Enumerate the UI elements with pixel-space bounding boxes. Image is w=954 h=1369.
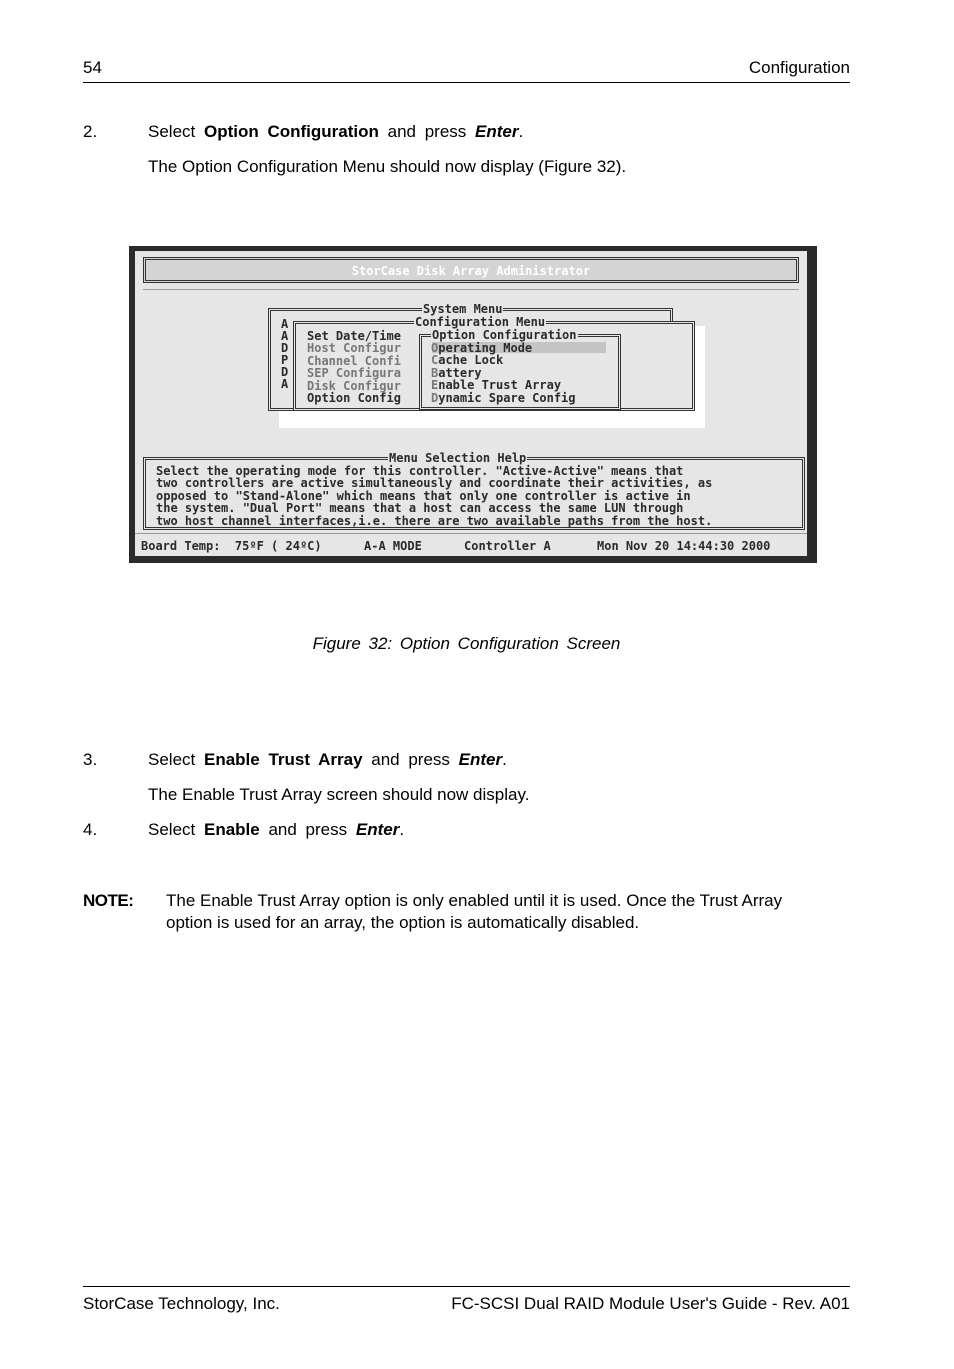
hotkey: E	[431, 378, 439, 393]
step-2-end: .	[518, 122, 524, 141]
step-2-key: Enter	[475, 122, 519, 141]
option-item-label: ynamic Spare Config	[438, 390, 576, 405]
option-item-label: nable Trust Array	[438, 378, 562, 393]
step-4-number: 4.	[83, 820, 98, 839]
config-item-option[interactable]: Option Config	[307, 391, 401, 406]
configuration-menu-label: Configuration Menu	[415, 315, 546, 329]
page-number: 54	[83, 58, 102, 77]
option-item-label: attery	[438, 365, 482, 380]
status-controller: Controller A	[464, 539, 551, 553]
configuration-menu-items	[307, 330, 401, 404]
option-item-label: ache Lock	[438, 353, 504, 368]
config-item-set-date[interactable]: Set Date/Time	[307, 329, 401, 343]
help-line: two controllers are active simultaneously and coordinate their activities, as	[156, 476, 713, 491]
hotkey: B	[431, 365, 439, 380]
status-divider	[135, 533, 807, 534]
step-3-key: Enter	[458, 750, 503, 769]
help-line: the system. "Dual Port" means that a host can access the same LUN through	[156, 501, 684, 516]
step-3-number: 3.	[83, 750, 98, 769]
option-configuration-screenshot	[129, 246, 817, 563]
help-label: Menu Selection Help	[389, 451, 527, 465]
section-title: Configuration	[748, 58, 850, 77]
figure-caption: Figure 32: Option Configuration Screen	[312, 634, 621, 653]
footer-rule	[83, 1286, 850, 1287]
step-4-pre: Select	[148, 820, 196, 839]
step-3-text	[148, 750, 507, 770]
step-4-item: Enable	[203, 820, 260, 839]
app-title: StorCase Disk Array Administrator	[351, 264, 591, 278]
sys-letter[interactable]: A	[281, 329, 289, 343]
help-line: two host channel interfaces,i.e. there are two available paths from the host.	[156, 513, 713, 528]
hotkey: O	[431, 341, 439, 355]
step-4-end: .	[399, 820, 405, 839]
footer-company: StorCase Technology, Inc.	[83, 1294, 280, 1313]
step-4-text	[148, 820, 404, 840]
sys-letter[interactable]: A	[281, 317, 289, 331]
config-item-channel[interactable]: Channel Confi	[307, 353, 401, 368]
help-line: opposed to "Stand-Alone" which means that only one controller is active in	[156, 488, 691, 503]
status-datetime: Mon Nov 20 14:44:30 2000	[597, 539, 771, 553]
hotkey: C	[431, 353, 439, 368]
step-2-mid: and press	[387, 122, 467, 141]
help-line: Select the operating mode for this controller. "Active-Active" means that	[156, 464, 684, 478]
config-item-sep[interactable]: SEP Configura	[307, 366, 401, 381]
status-mode: A-A MODE	[364, 539, 422, 553]
step-4-mid: and press	[268, 820, 348, 839]
option-item-dynamic-spare[interactable]	[431, 391, 576, 405]
title-divider	[143, 289, 799, 290]
step-2-note: The Option Configuration Menu should now display (Figure 32).	[148, 157, 627, 176]
option-menu-items	[431, 342, 576, 404]
footer-guide: FC-SCSI Dual RAID Module User's Guide - Rev. A01	[451, 1294, 850, 1313]
system-menu-letters	[281, 318, 288, 390]
step-4-key: Enter	[355, 820, 400, 839]
step-3-pre: Select	[148, 750, 196, 769]
sys-letter[interactable]: A	[281, 377, 289, 391]
note-line-1: The Enable Trust Array option is only enabled until it is used. Once the Trust Array	[166, 891, 783, 910]
sys-letter[interactable]: D	[281, 365, 289, 379]
status-board-temp: Board Temp: 75ºF ( 24ºC)	[141, 539, 322, 553]
step-2-item: Option Configuration	[203, 122, 379, 141]
step-3-mid: and press	[371, 750, 450, 769]
sys-letter[interactable]: D	[281, 341, 289, 355]
system-menu-label: System Menu	[423, 302, 503, 316]
hotkey: D	[431, 390, 439, 405]
step-3-note: The Enable Trust Array screen should now display.	[148, 785, 530, 804]
step-2-number: 2.	[83, 122, 98, 141]
step-2-text	[148, 122, 523, 142]
help-text	[156, 465, 712, 527]
step-2-pre: Select	[148, 122, 196, 141]
terminal-screen	[135, 251, 807, 556]
note-label: NOTE:	[83, 891, 134, 910]
header-rule	[83, 82, 850, 83]
note-line-2: option is used for an array, the option is automatically disabled.	[166, 913, 640, 932]
option-configuration-label: Option Configuration	[432, 328, 577, 342]
step-3-end: .	[502, 750, 507, 769]
option-item-label: perating Mode	[438, 341, 533, 355]
sys-letter[interactable]: P	[281, 353, 289, 367]
step-3-item: Enable Trust Array	[203, 750, 363, 769]
config-item-host[interactable]: Host Configur	[307, 341, 401, 356]
config-item-disk[interactable]: Disk Configur	[307, 378, 401, 393]
